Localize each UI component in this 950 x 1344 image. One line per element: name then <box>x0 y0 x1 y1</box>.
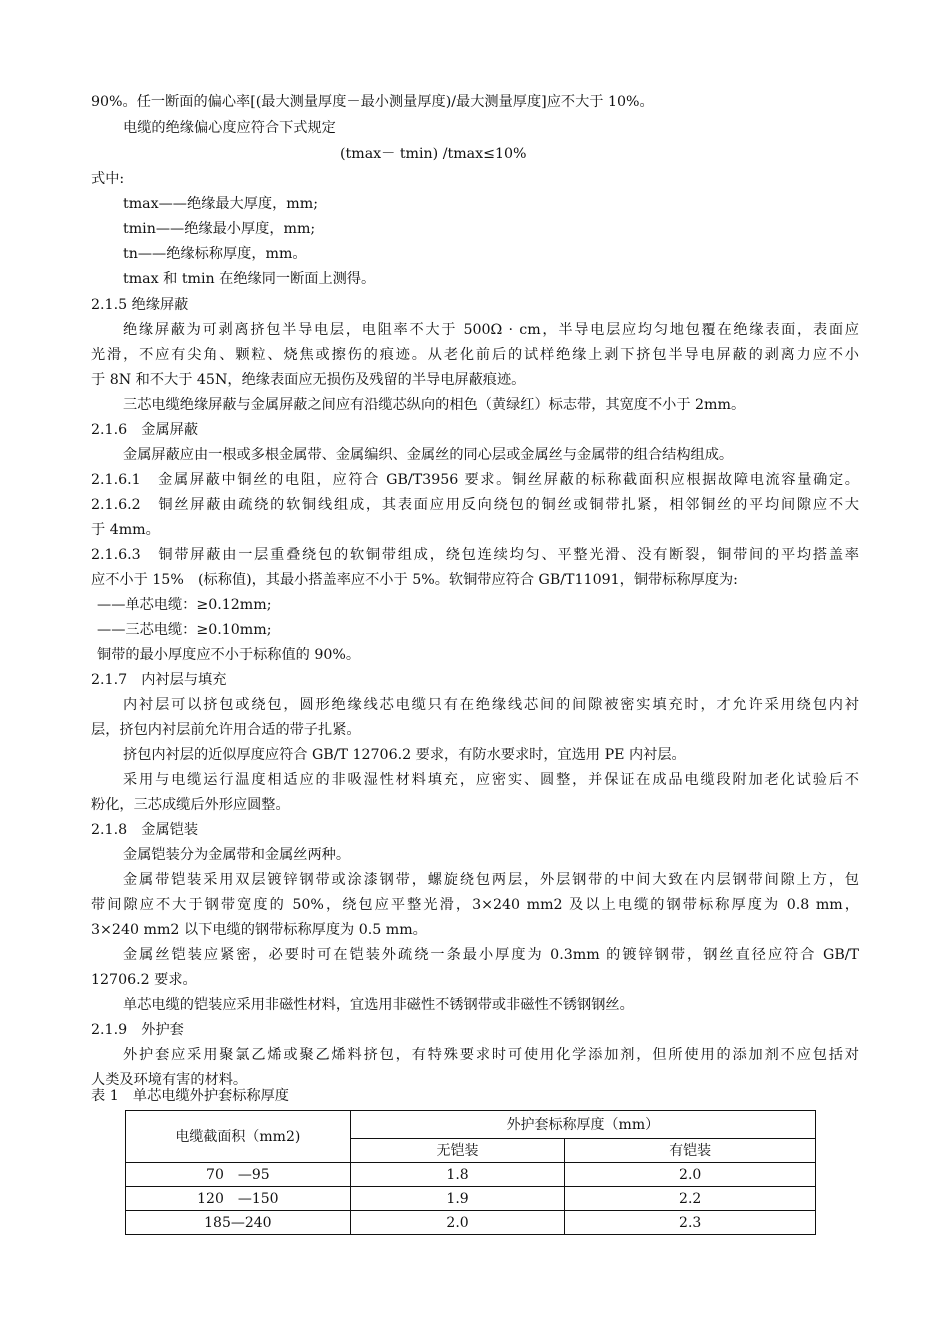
table-caption: 表 1 单芯电缆外护套标称厚度 <box>91 1088 289 1104</box>
text-line: 人类及环境有害的材料。 <box>91 1072 248 1088</box>
text-line: 应不小于 15% (标称值)，其最小搭盖率应不小于 5%。软铜带应符合 GB/T11091，铜带标称厚度为: <box>91 572 738 588</box>
text-line: 金属带铠装采用双层镀锌钢带或涂漆钢带，螺旋绕包两层，外层钢带的中间大致在内层钢带间隙上方，包 <box>123 872 859 888</box>
text-line: tmax——绝缘最大厚度，mm; <box>123 196 318 212</box>
text-line: 90%。任一断面的偏心率[(最大测量厚度－最小测量厚度)/最大测量厚度]应不大于 10%。 <box>91 94 654 110</box>
text-line: 带间隙应不大于钢带宽度的 50%，绕包应平整光滑，3×240 mm2 及以上电缆的钢带标称厚度为 0.8 mm， <box>91 897 859 913</box>
text-line: 单芯电缆的铠装应采用非磁性材料，宜选用非磁性不锈钢带或非磁性不锈钢钢丝。 <box>123 997 634 1013</box>
section-heading: 2.1.6 金属屏蔽 <box>91 422 199 438</box>
table-cell: 185—240 <box>126 1211 351 1235</box>
table-cell: 2.3 <box>565 1211 816 1235</box>
text-line: 金属屏蔽应由一根或多根金属带、金属编织、金属丝的同心层或金属丝与金属带的组合结构组成。 <box>123 447 734 463</box>
table-cell: 2.2 <box>565 1187 816 1211</box>
text-line: 光滑，不应有尖角、颗粒、烧焦或擦伤的痕迹。从老化前后的试样绝缘上剥下挤包半导电屏蔽的剥离力应不小 <box>91 347 859 363</box>
text-line: 2.1.6.2 铜丝屏蔽由疏绕的软铜线组成，其表面应用反向绕包的铜丝或铜带扎紧，相邻铜丝的平均间隙应不大 <box>91 497 859 513</box>
table-cell: 1.8 <box>350 1163 565 1187</box>
text-line: 电缆的绝缘偏心度应符合下式规定 <box>123 120 336 136</box>
text-line: 绝缘屏蔽为可剥离挤包半导电层，电阻率不大于 500Ω · cm，半导电层应均匀地包覆在绝缘表面，表面应 <box>123 322 859 338</box>
text-line: tn——绝缘标称厚度，mm。 <box>123 246 307 262</box>
section-heading: 2.1.7 内衬层与填充 <box>91 672 227 688</box>
table-cell: 2.0 <box>565 1163 816 1187</box>
sub-header-unarmored: 无铠装 <box>350 1139 565 1163</box>
sub-header-armored: 有铠装 <box>565 1139 816 1163</box>
text-line: 外护套应采用聚氯乙烯或聚乙烯料挤包，有特殊要求时可使用化学添加剂，但所使用的添加剂不应包括对 <box>123 1047 859 1063</box>
table-row <box>126 1211 816 1235</box>
text-line: 式中: <box>91 171 125 187</box>
table-cell: 70 —95 <box>126 1163 351 1187</box>
text-line: 层，挤包内衬层前允许用合适的带子扎紧。 <box>91 722 361 738</box>
text-line: 2.1.6.3 铜带屏蔽由一层重叠绕包的软铜带组成，绕包连续均匀、平整光滑、没有断裂，铜带间的平均搭盖率 <box>91 547 859 563</box>
text-line: 于 8N 和不大于 45N，绝缘表面应无损伤及残留的半导电屏蔽痕迹。 <box>91 372 526 388</box>
text-line: 内衬层可以挤包或绕包，圆形绝缘线芯电缆只有在绝缘线芯间的间隙被密实填充时，才允许采用绕包内衬 <box>123 697 859 713</box>
text-line: 铜带的最小厚度应不小于标称值的 90%。 <box>97 647 361 663</box>
table-cell: 2.0 <box>350 1211 565 1235</box>
text-line: 于 4mm。 <box>91 522 160 538</box>
text-line: 挤包内衬层的近似厚度应符合 GB/T 12706.2 要求，有防水要求时，宜选用 PE 内衬层。 <box>123 747 686 763</box>
text-line: ——三芯电缆：≥0.10mm; <box>97 622 272 638</box>
group-header-thickness: 外护套标称厚度（mm） <box>350 1111 815 1139</box>
text-line: 粉化，三芯成缆后外形应圆整。 <box>91 797 290 813</box>
text-line: 金属丝铠装应紧密，必要时可在铠装外疏绕一条最小厚度为 0.3mm 的镀锌钢带，钢丝直径应符合 GB/T <box>123 947 859 963</box>
table-cell: 120 —150 <box>126 1187 351 1211</box>
table-row <box>126 1163 816 1187</box>
text-line: 2.1.6.1 金属屏蔽中铜丝的电阻，应符合 GB/T3956 要求。铜丝屏蔽的标称截面积应根据故障电流容量确定。 <box>91 472 859 488</box>
col-header-cross-section: 电缆截面积（mm2) <box>126 1111 351 1163</box>
text-line: tmax 和 tmin 在绝缘同一断面上测得。 <box>123 271 376 287</box>
text-line: 3×240 mm2 以下电缆的钢带标称厚度为 0.5 mm。 <box>91 922 427 938</box>
text-line: ——单芯电缆：≥0.12mm; <box>97 597 272 613</box>
section-heading: 2.1.5 绝缘屏蔽 <box>91 297 189 313</box>
text-line: 金属铠装分为金属带和金属丝两种。 <box>123 847 351 863</box>
text-line: 采用与电缆运行温度相适应的非吸湿性材料填充，应密实、圆整，并保证在成品电缆段附加老化试验后不 <box>123 772 859 788</box>
table-row <box>126 1187 816 1211</box>
formula: (tmax－ tmin) /tmax≤10% <box>340 146 527 162</box>
text-line: tmin——绝缘最小厚度，mm; <box>123 221 316 237</box>
text-line: 12706.2 要求。 <box>91 972 197 988</box>
text-line: 三芯电缆绝缘屏蔽与金属屏蔽之间应有沿缆芯纵向的相色（黄绿红）标志带，其宽度不小于 2mm。 <box>123 397 746 413</box>
section-heading: 2.1.9 外护套 <box>91 1022 184 1038</box>
jacket-thickness-table <box>125 1110 816 1235</box>
section-heading: 2.1.8 金属铠装 <box>91 822 199 838</box>
table-cell: 1.9 <box>350 1187 565 1211</box>
